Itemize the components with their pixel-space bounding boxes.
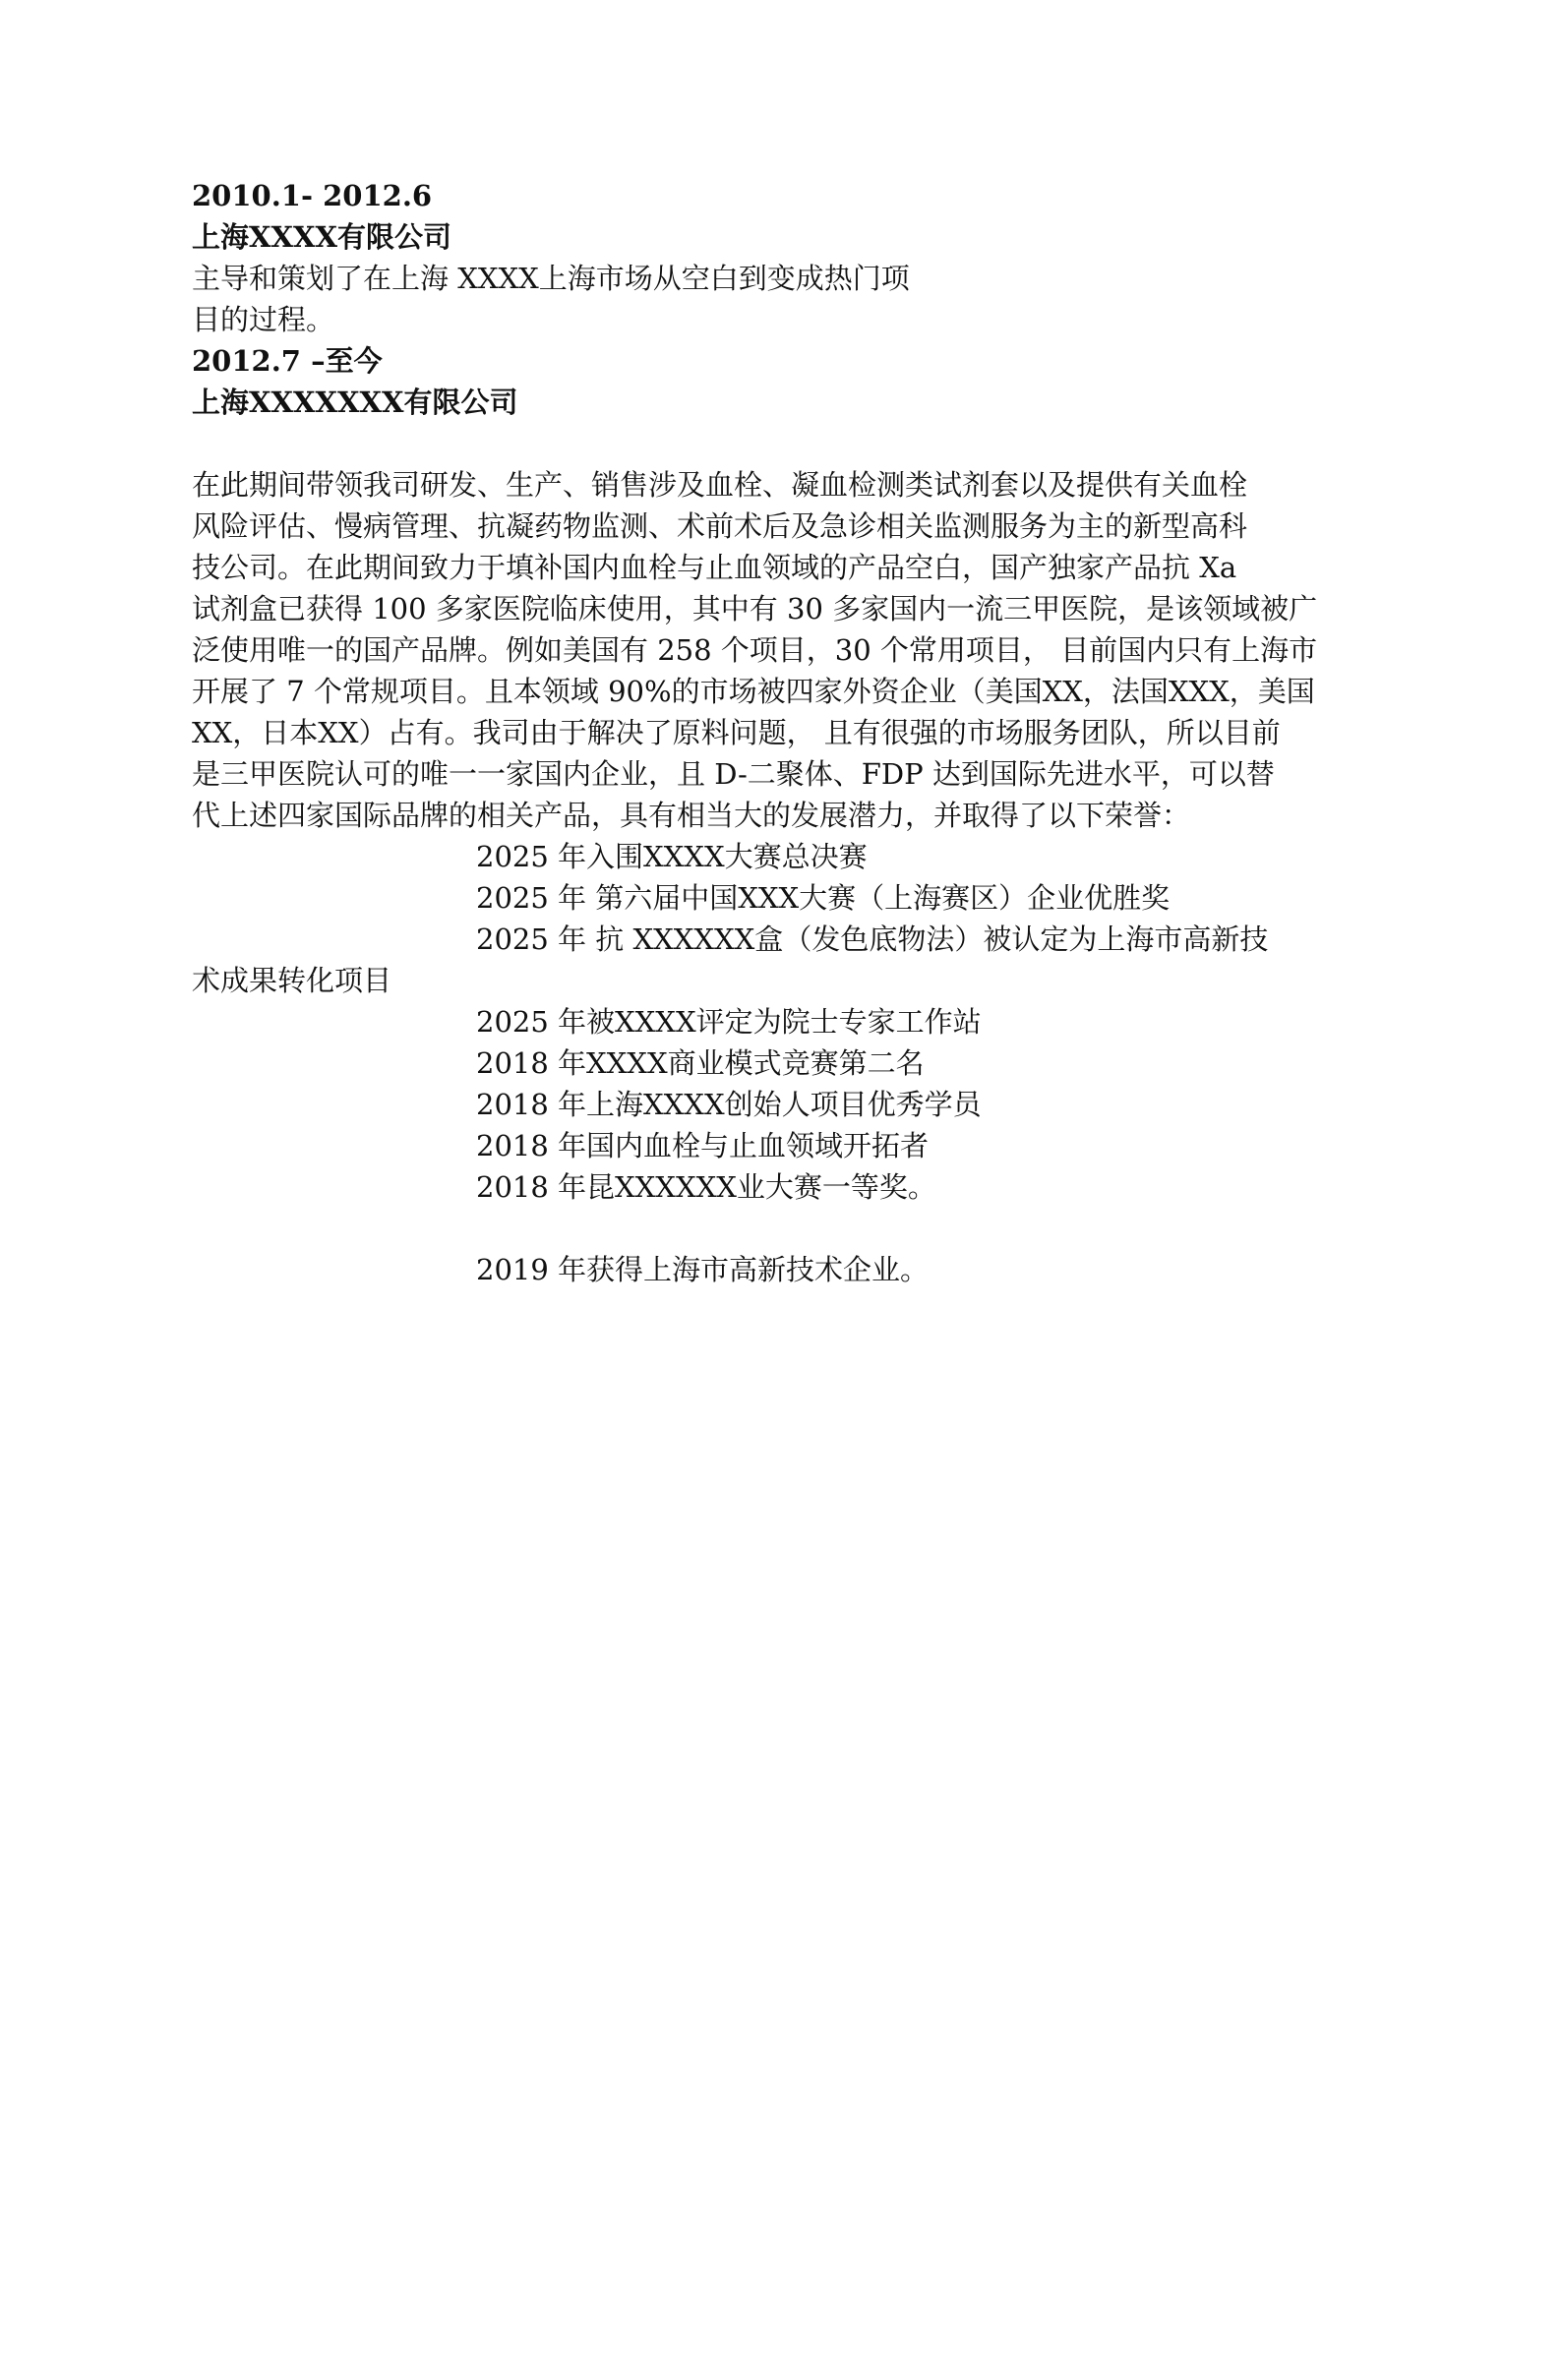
job-desc-line-2: 目的过程。 — [192, 303, 335, 336]
company-1: 上海XXXX有限公司 — [192, 220, 452, 254]
award-item: 2025 年 第六届中国XXX大赛（上海赛区）企业优胜奖 — [476, 881, 1171, 915]
award-item: 2019 年获得上海市高新技术企业。 — [476, 1253, 930, 1286]
award-item: 2025 年 抗 XXXXXX盒（发色底物法）被认定为上海市高新技 — [476, 922, 1269, 956]
award-item: 2025 年被XXXX评定为院士专家工作站 — [476, 1005, 982, 1039]
job-desc-line-1: 主导和策划了在上海 XXXX上海市场从空白到变成热门项 — [192, 262, 910, 295]
paragraph-line: 风险评估、慢病管理、抗凝药物监测、术前术后及急诊相关监测服务为主的新型高科 — [192, 509, 1248, 543]
paragraph-line: XX，日本XX）占有。我司由于解决了原料问题， 且有很强的市场服务团队，所以目前 — [192, 716, 1281, 749]
award-item: 2018 年上海XXXX创始人项目优秀学员 — [476, 1088, 982, 1121]
company-2: 上海XXXXXXX有限公司 — [192, 386, 518, 419]
award-item: 2025 年入围XXXX大赛总决赛 — [476, 840, 868, 873]
paragraph-line: 试剂盒已获得 100 多家医院临床使用，其中有 30 多家国内一流三甲医院，是该领域被广 — [192, 592, 1318, 625]
award-item: 2018 年国内血栓与止血领域开拓者 — [476, 1129, 930, 1162]
description-paragraph — [192, 464, 1372, 836]
paragraph-line: 是三甲医院认可的唯一一家国内企业，且 D-二聚体、FDP 达到国际先进水平，可以替 — [192, 757, 1275, 791]
period-2: 2012.7 –至今 — [192, 344, 383, 378]
paragraph-line: 技公司。在此期间致力于填补国内血栓与止血领域的产品空白，国产独家产品抗 Xa — [192, 551, 1237, 584]
paragraph-line: 泛使用唯一的国产品牌。例如美国有 258 个项目，30 个常用项目， 目前国内只有上海市 — [192, 633, 1318, 667]
award-item: 2018 年昆XXXXXX业大赛一等奖。 — [476, 1170, 936, 1204]
paragraph-line: 在此期间带领我司研发、生产、销售涉及血栓、凝血检测类试剂套以及提供有关血栓 — [192, 468, 1248, 502]
paragraph-line: 开展了 7 个常规项目。且本领域 90%的市场被四家外资企业（美国XX，法国XXX，美国 — [192, 675, 1315, 708]
period-1: 2010.1- 2012.6 — [192, 179, 433, 212]
award-item: 2018 年XXXX商业模式竞赛第二名 — [476, 1046, 925, 1080]
paragraph-line: 代上述四家国际品牌的相关产品，具有相当大的发展潜力，并取得了以下荣誉： — [192, 799, 1191, 832]
award-item-continuation: 术成果转化项目 — [192, 964, 392, 997]
